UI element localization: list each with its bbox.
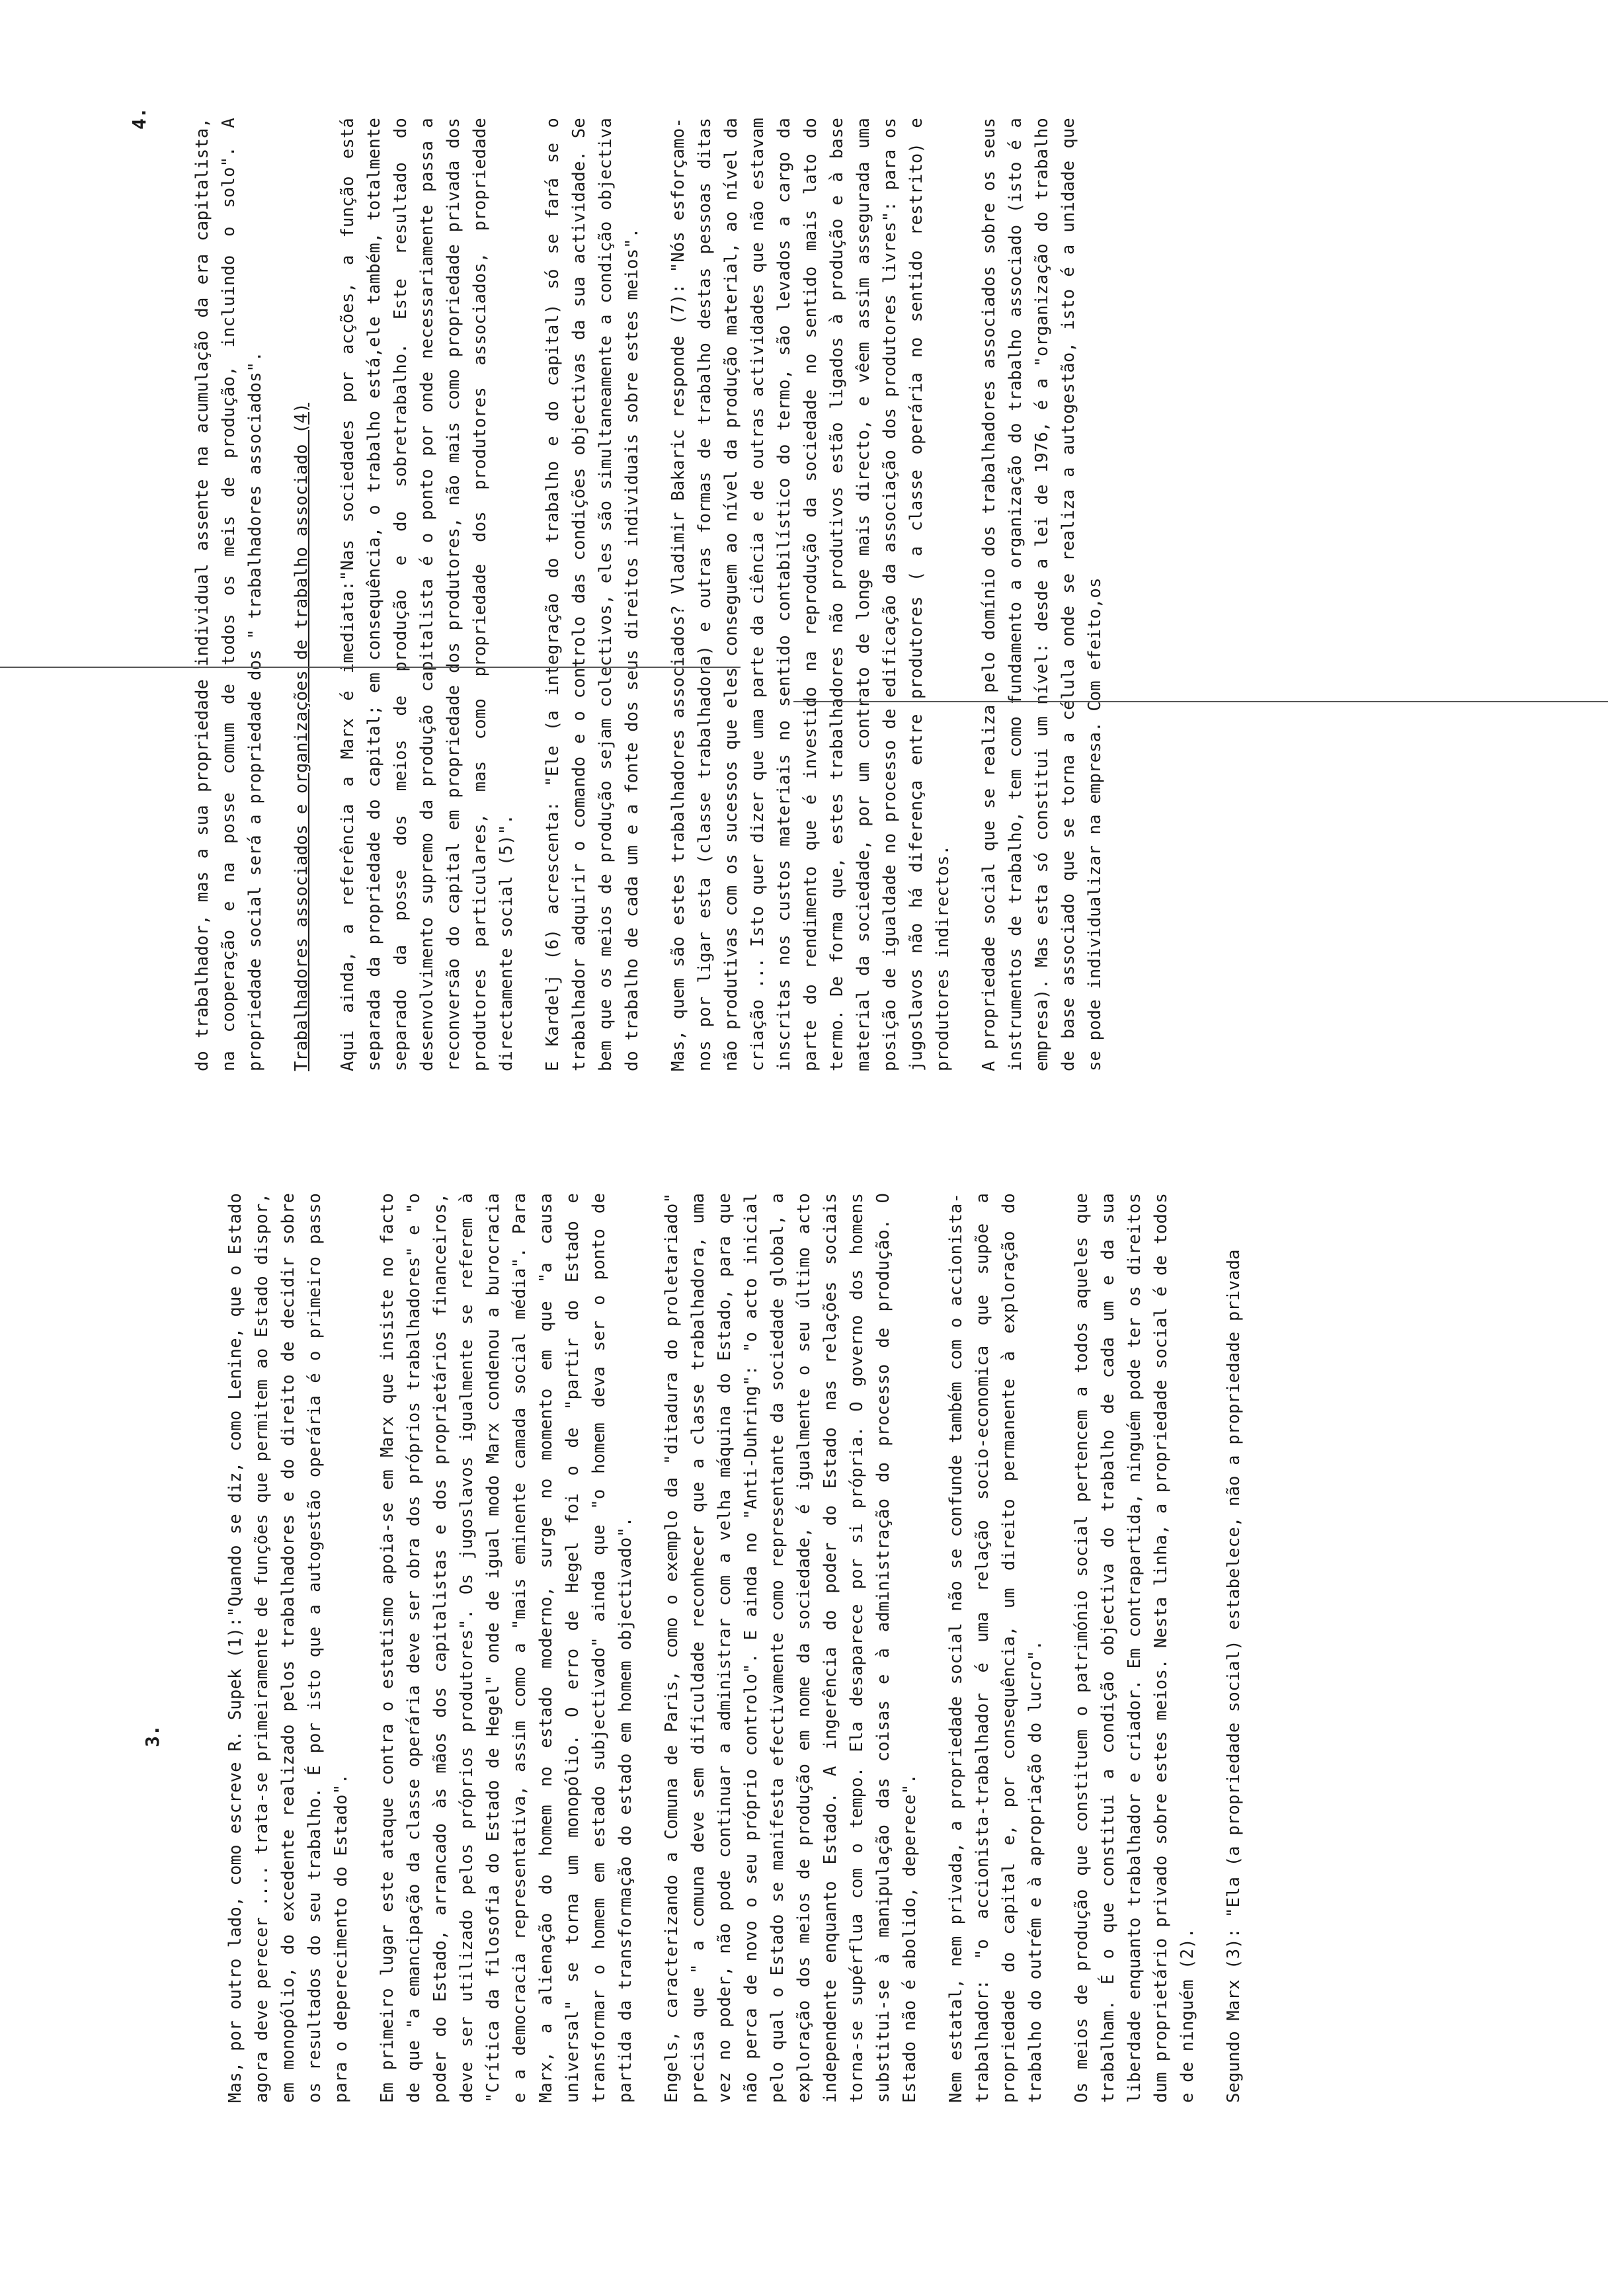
- page-divider: [0, 667, 741, 668]
- text-column: [222, 1193, 1267, 2103]
- text-column: [189, 118, 1128, 1071]
- paragraph: Segundo Marx (3): "Ela (a propriedade social) estabelece, não a propriedade privada: [1224, 1249, 1244, 2103]
- paragraph: A propriedade social que se realiza pelo domínio dos trabalhadores associados sobre os seus instrumentos de trabalho, tem como fundamento a organização do trabalho associado (isto é a empresa). Mas esta só constitui um nível: desde a lei de 1976, é a "organização do trabalho de base associado que se torna a célula onde se realiza a autogestão, isto é a unidade que se pode individualizar na empresa. Com efeito,os: [979, 118, 1105, 1071]
- paragraph: do trabalhador, mas a sua propriedade individual assente na acumulação da era capitalista, na cooperação e na posse comum de todos os meis de produção, incluindo o solo". A propriedade social será a propriedade dos " trabalhadores associados".: [192, 118, 265, 1071]
- paragraph: Engels, caracterizando a Comuna de Paris, como o exemplo da "ditadura do proletariado" precisa que " a comuna deve sem dificuldade reconhecer que a classe trabalhadora, uma vez no poder, não pode continuar a administrar com a velha máquina do Estado, para que não perca de novo o seu próprio controlo". E ainda no "Anti-Duhring": "o acto inicial pelo qual o Estado se manifesta efectivamente como representante da sociedade global, a exploração dos meios de produção em nome da sociedade, é igualmente o seu último acto independente enquanto Estado. A ingerência do poder do Estado nas relações sociais torna-se supérflua com o tempo. Ela desaparece por si própria. O governo dos homens substitui-se à manipulação das coisas e à administração do processo de produção. O Estado não é abolido, deperece".: [662, 1193, 920, 2103]
- paragraph: Mas, por outro lado, como escreve R. Supek (1):"Quando se diz, como Lenine, que o Estado agora deve perecer .... trata-se primeiramente de funções que permitem ao Estado dispor, em monopólio, do excedente realizado pelos trabalhadores e do direito de decidir sobre os resultados do seu trabalho. É por isto que a autogestão operária é o primeiro passo para o deperecimento do Estado".: [225, 1193, 351, 2103]
- paragraph: Aqui ainda, a referência a Marx é imediata:"Nas sociedades por acções, a função está separada da propriedade do capital; em consequência, o trabalho está,ele também, totalmente separado da posse dos meios de produção e do sobretrabalho. Este resultado do desenvolvimento supremo da produção capitalista é o ponto por onde necessariamente passa a reconversão do capital em propriedade dos produtores, não mais como propriedade privada dos produtores particulares, mas como propriedade dos produtores associados, propriedade directamente social (5)".: [338, 118, 516, 1071]
- page-number: 3.: [141, 1725, 163, 1747]
- page-divider: [793, 701, 1608, 702]
- section-heading: Trabalhadores associados e organizações de trabalho associado (4): [292, 403, 311, 1071]
- paragraph: Os meios de produção que constituem o património social pertencem a todos aqueles que trabalham. É o que constitui a condição objectiva do trabalho de cada um e da sua liberdade enquanto trabalhador e criador. Em contrapartida, ninguém pode ter os direitos dum proprietário privado sobre estes meios. Nesta linha, a propriedade social é de todos e de ninguém (2).: [1072, 1193, 1197, 2103]
- page-number: 4.: [128, 107, 150, 130]
- paragraph: E Kardelj (6) acrescenta: "Ele (a integração do trabalho e do capital) só se fará se o trabalhador adquirir o comando e o controlo das condições objectivas da sua actividade. Se bem que os meios de produção sejam colectivos, eles são simultaneamente a condição objectiva do trabalho de cada um e a fonte dos seus direitos individuais sobre estes meios".: [543, 118, 642, 1071]
- paragraph: Em primeiro lugar este ataque contra o estatismo apoia-se em Marx que insiste no facto de que "a emancipação da classe operária deve ser obra dos próprios trabalhadores" e "o poder do Estado, arrancado às mãos dos capitalistas e dos proprietários financeiros, deve ser utilizado pelos próprios produtores". Os jugoslavos igualmente se referem à "Crítica da filosofia do Estado de Hegel" onde de igual modo Marx condenou a burocracia e a democracia representativa, assim como a "mais eminente camada social média". Para Marx, a alienação do homem no estado moderno, surge no momento em que "a causa universal" se torna um monopólio. O erro de Hegel foi o de "partir do Estado e transformar o homem em estado subjectivado" ainda que "o homem deva ser o ponto de partida da transformação do estado em homem objectivado".: [378, 1193, 635, 2103]
- paragraph: Nem estatal, nem privada, a propriedade social não se confunde também com o accionista-trabalhador: "o accionista-trabalhador é uma relação socio-economica que supõe a propriedade do capital e, por consequência, um direito permanente à exploração do trabalho do outrém e à apropriação do lucro".: [946, 1193, 1045, 2103]
- paragraph: Mas, quem são estes trabalhadores associados? Vladimir Bakaric responde (7): "Nós esforçamo-nos por ligar esta (classe trabalhadora) e outras formas de trabalho destas pessoas ditas não produtivas com os sucessos que eles conseguem ao nível da produção material, ao nível da criação ... Isto quer dizer que uma parte da ciência e de outras actividades que não estavam inscritas nos custos materiais no sentido contabilístico do termo, são levados a cargo da parte do rendimento que é investido na reprodução da sociedade no sentido mais lato do termo. De forma que, estes trabalhadores não produtivos estão ligados à produção e à base material da sociedade, por um contrato de longe mais directo, e vêem assim assegurada uma posição de igualdade no processo de edificação da associação dos produtores livres": para os jugoslavos não há diferença entre produtores ( a classe operária no sentido restrito) e produtores indirectos.: [668, 118, 953, 1071]
- page-3: [0, 1148, 1608, 2296]
